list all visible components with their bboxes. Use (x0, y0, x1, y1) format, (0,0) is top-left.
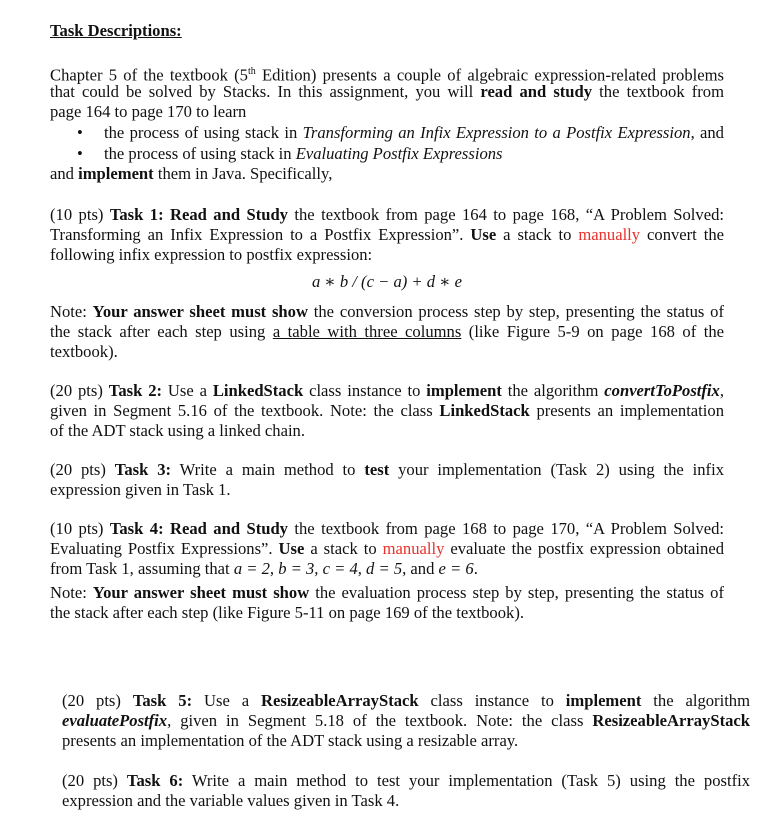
task-1-line-2: Transforming an Infix Expression to a Postfix Expression”. Use a stack to manually convert the (50, 225, 725, 244)
task-5-line-2: evaluatePostfix, given in Segment 5.18 of the textbook. Note: the class ResizeableArrayStack (62, 711, 750, 730)
task-3-line-2: expression given in Task 1. (50, 480, 231, 499)
task-1-line-3: following infix expression to postfix expression: (50, 245, 373, 264)
task-4-line-2: Evaluating Postfix Expressions”. Use a stack to manually evaluate the postfix expression obtained (50, 539, 724, 558)
intro-line-2: that could be solved by Stacks. In this assignment, you will read and study the textbook from (50, 82, 725, 101)
intro-line-4: and implement them in Java. Specifically, (50, 164, 333, 183)
bullet-item-1: the process of using stack in Transforming an Infix Expression to a Postfix Expression, and (104, 123, 724, 142)
task-1-line-1: (10 pts) Task 1: Read and Study the textbook from page 164 to page 168, “A Problem Solved: (50, 205, 724, 224)
task-2-line-1: (20 pts) Task 2: Use a LinkedStack class instance to implement the algorithm convertToPostfix, (50, 381, 724, 400)
bullet-marker: • (77, 144, 83, 163)
page-heading: Task Descriptions: (50, 21, 182, 40)
task-1-note-line-3: textbook). (50, 342, 118, 361)
intro-line-3: page 164 to page 170 to learn (50, 102, 247, 121)
task-4-note-line-1: Note: Your answer sheet must show the evaluation process step by step, presenting the status of (50, 583, 725, 602)
task-4-line-3: from Task 1, assuming that a = 2, b = 3, c = 4, d = 5, and e = 6. (50, 559, 478, 578)
task-5-line-3: presents an implementation of the ADT stack using a resizable array. (62, 731, 519, 750)
task-4-line-1: (10 pts) Task 4: Read and Study the textbook from page 168 to page 170, “A Problem Solved: (50, 519, 724, 538)
task-2-line-2: given in Segment 5.16 of the textbook. Note: the class LinkedStack presents an implementation (50, 401, 724, 420)
task-3-line-1: (20 pts) Task 3: Write a main method to test your implementation (Task 2) using the infix (50, 460, 724, 479)
task-6-line-1: (20 pts) Task 6: Write a main method to test your implementation (Task 5) using the postfix (62, 771, 751, 790)
intro-line-1: Chapter 5 of the textbook (5th Edition) presents a couple of algebraic expression-related problems (50, 65, 724, 85)
bullet-item-2: the process of using stack in Evaluating Postfix Expressions (104, 144, 503, 163)
task-6-line-2: expression and the variable values given in Task 4. (62, 791, 400, 810)
task-1-note-line-2: the stack after each step using a table with three columns (like Figure 5-9 on page 168 of the (50, 322, 724, 341)
task-1-note-line-1: Note: Your answer sheet must show the conversion process step by step, presenting the status of (50, 302, 725, 321)
bullet-marker: • (77, 123, 83, 142)
task-2-line-3: of the ADT stack using a linked chain. (50, 421, 305, 440)
infix-expression: a ∗ b / (c − a) + d ∗ e (311, 272, 463, 291)
task-4-note-line-2: the stack after each step (like Figure 5-11 on page 169 of the textbook). (50, 603, 524, 622)
task-5-line-1: (20 pts) Task 5: Use a ResizeableArrayStack class instance to implement the algorithm (62, 691, 751, 710)
